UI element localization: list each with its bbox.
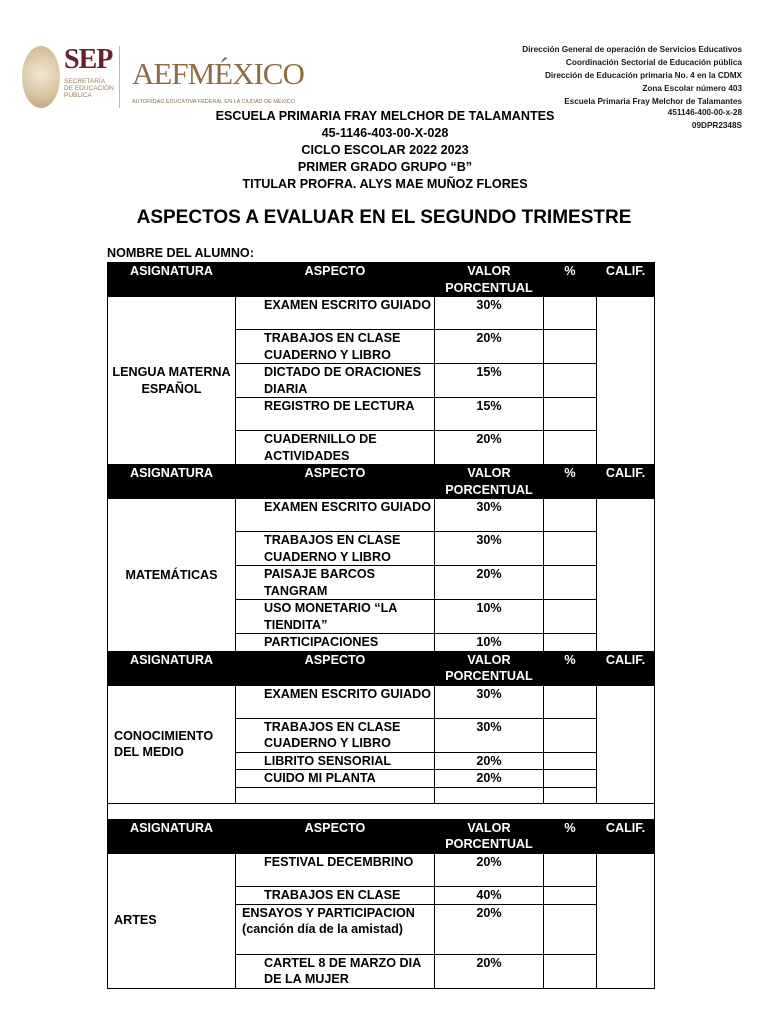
value-cell: 30% — [435, 297, 544, 330]
value-cell: 30% — [435, 499, 544, 532]
aef-logo-word-mexico: MÉXICO — [187, 56, 304, 91]
value-cell: 20% — [435, 566, 544, 600]
subject-cell: LENGUA MATERNA ESPAÑOL — [108, 297, 236, 465]
grade-cell — [597, 499, 655, 652]
percent-cell — [544, 752, 597, 770]
header-grade: CALIF. — [597, 263, 655, 297]
value-cell: 20% — [435, 770, 544, 788]
header-value: VALOR PORCENTUAL — [435, 651, 544, 685]
percent-cell — [544, 297, 597, 330]
percent-cell — [544, 770, 597, 788]
value-cell: 40% — [435, 886, 544, 904]
header-grade: CALIF. — [597, 651, 655, 685]
percent-cell — [544, 364, 597, 398]
value-cell: 20% — [435, 853, 544, 886]
aspect-cell: USO MONETARIO “LA TIENDITA” — [236, 600, 435, 634]
header-subject: ASIGNATURA — [108, 263, 236, 297]
value-cell: 10% — [435, 600, 544, 634]
percent-cell — [544, 330, 597, 364]
header-grade: CALIF. — [597, 819, 655, 853]
sep-logo-word: SEP — [64, 44, 113, 75]
header-value: VALOR PORCENTUAL — [435, 819, 544, 853]
value-cell — [435, 787, 544, 803]
aspect-cell: ENSAYOS Y PARTICIPACION (canción día de la amistad) — [236, 904, 435, 954]
aspect-cell: TRABAJOS EN CLASE — [236, 886, 435, 904]
school-cct: 09DPR2348S — [691, 121, 742, 130]
aspect-cell: PAISAJE BARCOS TANGRAM — [236, 566, 435, 600]
aspect-cell: CARTEL 8 DE MARZO DIA DE LA MUJER — [236, 954, 435, 988]
institution-line: Dirección General de operación de Servicios Educativos — [522, 45, 742, 54]
percent-cell — [544, 499, 597, 532]
header-percent: % — [544, 263, 597, 297]
institution-line: Coordinación Sectorial de Educación pública — [565, 58, 742, 67]
table-row — [108, 499, 655, 532]
aspect-cell: CUIDO MI PLANTA — [236, 770, 435, 788]
evaluation-table — [107, 262, 655, 989]
table-header-row — [108, 819, 655, 853]
value-cell: 10% — [435, 634, 544, 652]
grade-cell — [597, 853, 655, 988]
school-info — [140, 108, 630, 193]
value-cell: 20% — [435, 431, 544, 465]
header-value: VALOR PORCENTUAL — [435, 263, 544, 297]
aspect-cell: DICTADO DE ORACIONES DIARIA — [236, 364, 435, 398]
value-cell: 15% — [435, 398, 544, 431]
aspect-cell: TRABAJOS EN CLASE CUADERNO Y LIBRO — [236, 718, 435, 752]
value-cell: 15% — [435, 364, 544, 398]
percent-cell — [544, 532, 597, 566]
header-aspect: ASPECTO — [236, 465, 435, 499]
aspect-cell — [236, 787, 435, 803]
percent-cell — [544, 600, 597, 634]
header-aspect: ASPECTO — [236, 651, 435, 685]
section-gap — [108, 803, 655, 819]
aspect-cell: TRABAJOS EN CLASE CUADERNO Y LIBRO — [236, 330, 435, 364]
institution-line: Escuela Primaria Fray Melchor de Talamantes — [564, 97, 742, 106]
percent-cell — [544, 685, 597, 718]
percent-cell — [544, 566, 597, 600]
school-teacher: TITULAR PROFRA. ALYS MAE MUÑOZ FLORES — [242, 177, 528, 191]
header-subject: ASIGNATURA — [108, 465, 236, 499]
value-cell: 20% — [435, 954, 544, 988]
sep-logo — [22, 42, 120, 112]
percent-cell — [544, 886, 597, 904]
subject-cell: ARTES — [108, 853, 236, 988]
aspect-cell: EXAMEN ESCRITO GUIADO — [236, 297, 435, 330]
percent-cell — [544, 787, 597, 803]
subject-cell: CONOCIMIENTO DEL MEDIO — [108, 685, 236, 803]
institution-line: Zona Escolar número 403 — [642, 84, 742, 93]
aspect-cell: REGISTRO DE LECTURA — [236, 398, 435, 431]
header-aspect: ASPECTO — [236, 819, 435, 853]
institution-line: Dirección de Educación primaria No. 4 en la CDMX — [544, 71, 742, 80]
header-subject: ASIGNATURA — [108, 819, 236, 853]
institution-header — [522, 43, 742, 130]
percent-cell — [544, 398, 597, 431]
value-cell: 20% — [435, 752, 544, 770]
grade-cell — [597, 685, 655, 803]
table-header-row — [108, 651, 655, 685]
document-title: ASPECTOS A EVALUAR EN EL SEGUNDO TRIMESTRE — [136, 207, 632, 228]
header-subject: ASIGNATURA — [108, 651, 236, 685]
table-row — [108, 297, 655, 330]
aef-logo-subtitle: AUTORIDAD EDUCATIVA FEDERAL EN LA CIUDAD DE MÉXICO — [132, 99, 295, 105]
percent-cell — [544, 431, 597, 465]
value-cell: 30% — [435, 718, 544, 752]
aspect-cell: PARTICIPACIONES — [236, 634, 435, 652]
percent-cell — [544, 904, 597, 954]
grade-cell — [597, 297, 655, 465]
table-header-row — [108, 263, 655, 297]
school-name: ESCUELA PRIMARIA FRAY MELCHOR DE TALAMANTES — [215, 109, 555, 123]
header-value: VALOR PORCENTUAL — [435, 465, 544, 499]
aspect-cell: EXAMEN ESCRITO GUIADO — [236, 685, 435, 718]
percent-cell — [544, 853, 597, 886]
header-aspect: ASPECTO — [236, 263, 435, 297]
national-seal-icon — [22, 46, 60, 108]
table-header-row — [108, 465, 655, 499]
percent-cell — [544, 634, 597, 652]
student-name-label: NOMBRE DEL ALUMNO: — [107, 246, 254, 260]
percent-cell — [544, 718, 597, 752]
value-cell: 30% — [435, 532, 544, 566]
header-percent: % — [544, 651, 597, 685]
school-group: PRIMER GRADO GRUPO “B” — [297, 160, 473, 174]
value-cell: 30% — [435, 685, 544, 718]
school-code: 451146-400-00-x-28 — [667, 108, 742, 117]
gap-cell — [108, 803, 655, 819]
aspect-cell: EXAMEN ESCRITO GUIADO — [236, 499, 435, 532]
aspect-cell: FESTIVAL DECEMBRINO — [236, 853, 435, 886]
aef-mexico-logo — [132, 56, 304, 92]
school-code-line: 45-1146-403-00-X-028 — [321, 126, 449, 140]
sep-logo-subtitle: SECRETARÍA DE EDUCACIÓN PÚBLICA — [64, 78, 114, 99]
header-grade: CALIF. — [597, 465, 655, 499]
value-cell: 20% — [435, 904, 544, 954]
logo-divider — [119, 46, 120, 108]
header-percent: % — [544, 819, 597, 853]
percent-cell — [544, 954, 597, 988]
school-cycle: CICLO ESCOLAR 2022 2023 — [301, 143, 469, 157]
aspect-cell: CUADERNILLO DE ACTIVIDADES — [236, 431, 435, 465]
header-percent: % — [544, 465, 597, 499]
aef-logo-word: AEF — [132, 56, 188, 91]
table-row — [108, 685, 655, 718]
subject-cell: MATEMÁTICAS — [108, 499, 236, 652]
value-cell: 20% — [435, 330, 544, 364]
table-row — [108, 853, 655, 886]
aspect-cell: TRABAJOS EN CLASE CUADERNO Y LIBRO — [236, 532, 435, 566]
aspect-cell: LIBRITO SENSORIAL — [236, 752, 435, 770]
